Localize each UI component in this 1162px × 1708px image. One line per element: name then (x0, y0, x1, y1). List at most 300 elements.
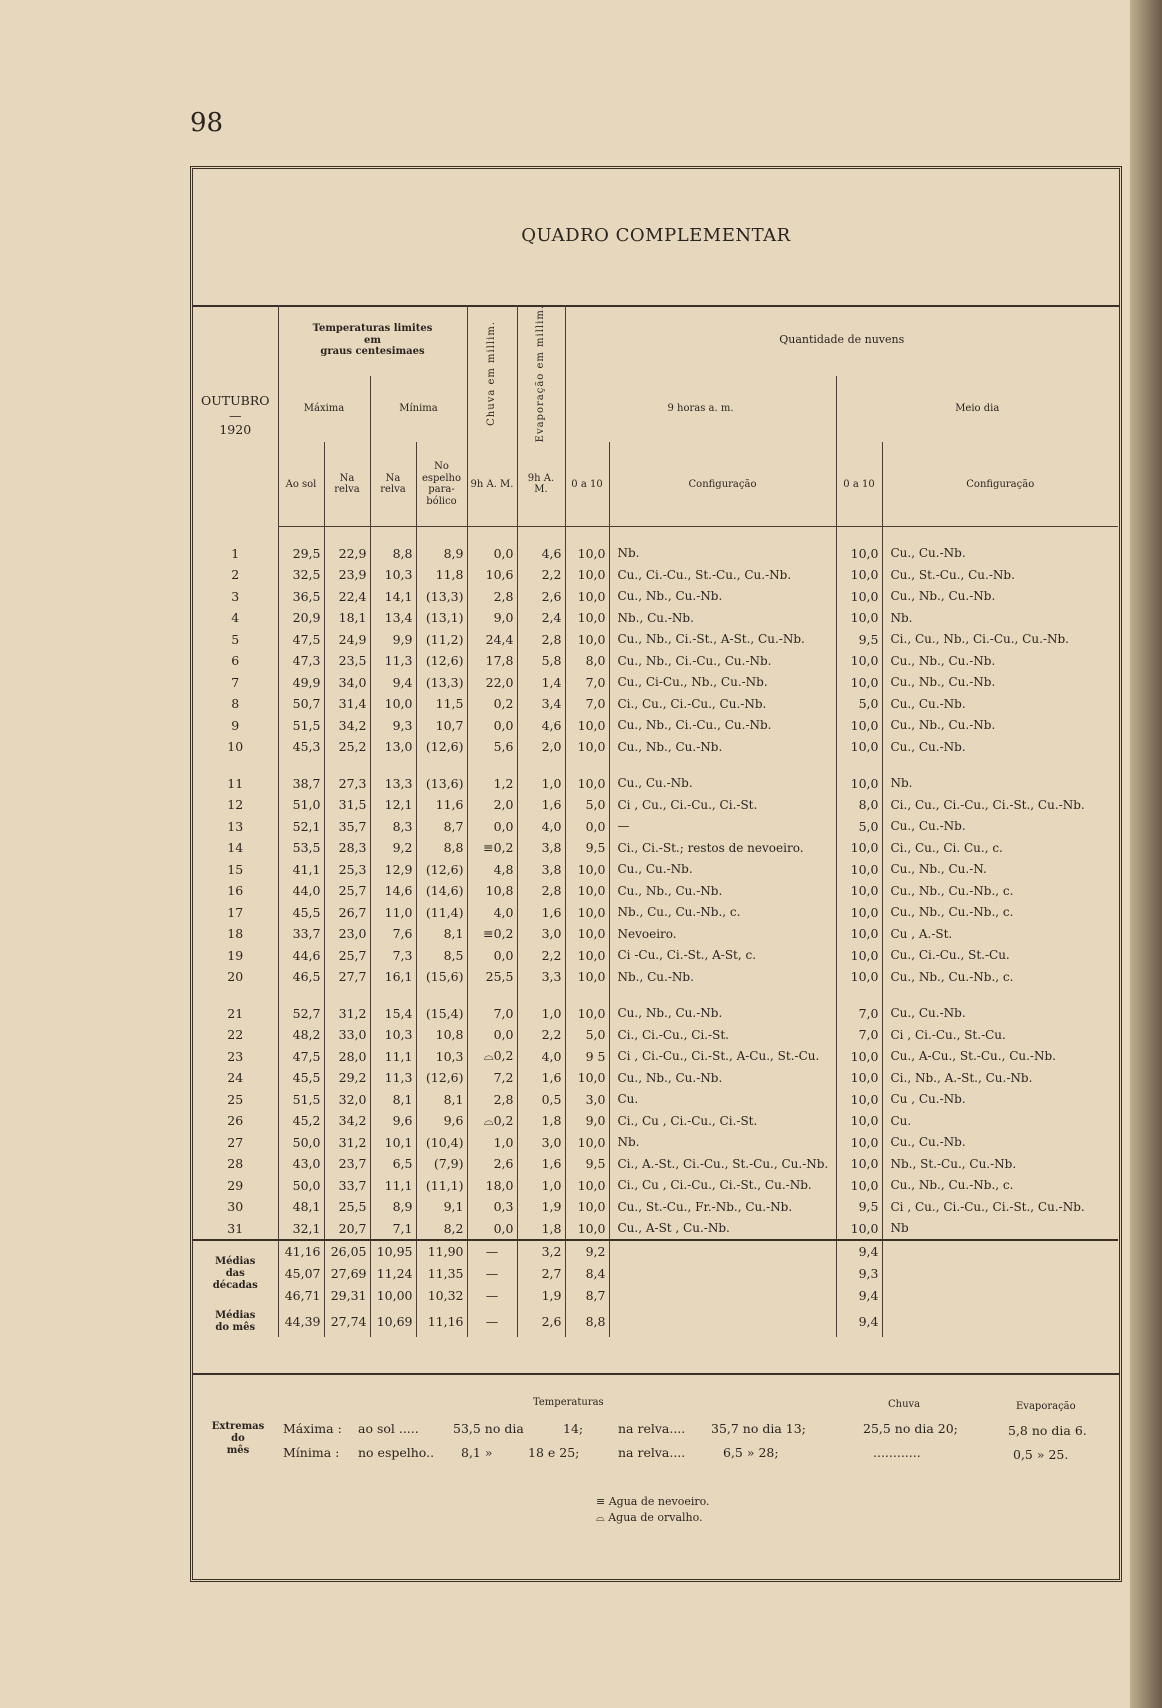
cell-min-relva: 12,9 (370, 858, 416, 880)
avg3-espelho: 10,32 (416, 1285, 467, 1307)
cell-min-relva: 10,3 (370, 564, 416, 586)
maxima-header: Máxima (278, 376, 370, 442)
cell-relva: 27,3 (324, 772, 370, 794)
cell-esp: (11,4) (416, 901, 467, 923)
cell-evap: 2,8 (517, 628, 565, 650)
cell-c12: Cu., Cu.-Nb. (890, 739, 966, 754)
cell-evap: 2,8 (517, 880, 565, 902)
cell-c12: Ci , Ci.-Cu., St.-Cu. (890, 1027, 1006, 1042)
cell-relva: 33,7 (324, 1174, 370, 1196)
cell-evap: 2,4 (517, 607, 565, 629)
cell-evap: 1,6 (517, 1153, 565, 1175)
cell-c9: Nevoeiro. (609, 923, 836, 945)
cell-sol: 48,1 (278, 1196, 324, 1218)
cell-n12: 10,0 (836, 1153, 882, 1175)
cell-c12: Cu., Nb., Cu.-Nb., c. (890, 905, 1014, 920)
cell-evap: 1,0 (517, 1174, 565, 1196)
na-relva-min-header: Na relva (370, 442, 416, 527)
cell-c12: Ci , Cu., Ci.-Cu., Ci.-St., Cu.-Nb. (890, 1199, 1085, 1214)
cell-chuva: 2,6 (467, 1153, 517, 1175)
cell-chuva: 5,6 (467, 736, 517, 758)
avg2-espelho: 11,35 (416, 1263, 467, 1285)
month-avg-n12: 9,4 (836, 1307, 882, 1337)
nevoeiro-symbol-icon: ≡ (596, 1495, 606, 1508)
climate-table (193, 305, 1118, 1337)
cell-c9: Cu., Nb., Cu.-Nb. (609, 1002, 836, 1024)
cell-relva: 25,3 (324, 858, 370, 880)
cell-chuva: 0,0 (467, 944, 517, 966)
cell-esp: (13,3) (416, 671, 467, 693)
cell-relva: 34,0 (324, 671, 370, 693)
daily-rows (193, 527, 1118, 1240)
cell-n12: 10,0 (836, 772, 882, 794)
cell-sol: 32,1 (278, 1217, 324, 1240)
cell-relva: 23,5 (324, 650, 370, 672)
cell-relva: 23,9 (324, 564, 370, 586)
cell-sol: 49,9 (278, 671, 324, 693)
cell-d: 2 (193, 564, 278, 586)
cell-c12: Nb. (890, 610, 913, 625)
cell-c9: — (609, 815, 836, 837)
cell-c9: Nb., Cu.-Nb. (609, 966, 836, 988)
cell-sol: 29,5 (278, 542, 324, 564)
cell-n9: 10,0 (565, 628, 609, 650)
cell-c12: Cu., Cu.-Nb. (890, 819, 966, 834)
cell-n12: 10,0 (836, 1088, 882, 1110)
cell-evap: 1,6 (517, 1067, 565, 1089)
cell-evap: 2,2 (517, 564, 565, 586)
cell-c12: Cu., Nb., Cu.-N. (890, 862, 987, 877)
cell-c9: Cu., Cu.-Nb. (609, 772, 836, 794)
cell-d: 18 (193, 923, 278, 945)
cell-evap: 3,0 (517, 923, 565, 945)
cell-d: 1 (193, 542, 278, 564)
cell-relva: 18,1 (324, 607, 370, 629)
cell-d: 15 (193, 858, 278, 880)
min-relva-value: 6,5 » 28; (723, 1445, 779, 1460)
cell-esp: 9,6 (416, 1110, 467, 1132)
month-avg-evap: 2,6 (517, 1307, 565, 1337)
table-row (193, 1088, 1118, 1110)
cell-n9: 10,0 (565, 607, 609, 629)
cell-n9: 10,0 (565, 1174, 609, 1196)
cell-relva: 25,2 (324, 736, 370, 758)
table-row (193, 1153, 1118, 1175)
cell-n9: 10,0 (565, 923, 609, 945)
cell-sol: 50,0 (278, 1174, 324, 1196)
cell-n9: 7,0 (565, 671, 609, 693)
cell-min-relva: 8,3 (370, 815, 416, 837)
cell-chuva: 7,0 (467, 1002, 517, 1024)
cell-c12: Ci., Cu., Ci.-Cu., Ci.-St., Cu.-Nb. (890, 797, 1085, 812)
cell-sol: 47,3 (278, 650, 324, 672)
cell-n9: 10,0 (565, 1217, 609, 1240)
cell-c9: Cu., Ci.-Cu., St.-Cu., Cu.-Nb. (609, 564, 836, 586)
cell-min-relva: 9,9 (370, 628, 416, 650)
chuva-heading: Chuva (888, 1399, 921, 1410)
cell-c9: Nb., Cu., Cu.-Nb., c. (609, 901, 836, 923)
cell-min-relva: 15,4 (370, 1002, 416, 1024)
chuva-time-header: 9h A. M. (467, 442, 517, 527)
cell-n9: 10,0 (565, 880, 609, 902)
cell-evap: 2,6 (517, 585, 565, 607)
cell-chuva: 0,0 (467, 815, 517, 837)
cell-c9: Cu., Nb., Ci.-Cu., Cu.-Nb. (609, 714, 836, 736)
cell-n12: 10,0 (836, 564, 882, 586)
cell-n9: 3,0 (565, 1088, 609, 1110)
avg1-n9: 9,2 (565, 1240, 609, 1263)
cell-sol: 32,5 (278, 564, 324, 586)
table-row (193, 564, 1118, 586)
cell-chuva: 0,0 (467, 542, 517, 564)
cell-d: 25 (193, 1088, 278, 1110)
cell-n12: 9,5 (836, 628, 882, 650)
cell-min-relva: 14,6 (370, 880, 416, 902)
cell-n12: 10,0 (836, 1131, 882, 1153)
cell-c12: Cu., Nb., Cu.-Nb., c. (890, 969, 1014, 984)
cell-n12: 10,0 (836, 736, 882, 758)
cell-esp: (13,1) (416, 607, 467, 629)
cell-d: 12 (193, 794, 278, 816)
spacer-row (193, 757, 1118, 772)
avg2-n12: 9,3 (836, 1263, 882, 1285)
cell-n9: 7,0 (565, 693, 609, 715)
cell-relva: 34,2 (324, 1110, 370, 1132)
cell-chuva: 22,0 (467, 671, 517, 693)
cell-d: 16 (193, 880, 278, 902)
cell-sol: 41,1 (278, 858, 324, 880)
cell-c9: Nb., Cu.-Nb. (609, 607, 836, 629)
cell-esp: 8,2 (416, 1217, 467, 1240)
table-frame (190, 166, 1122, 1582)
cell-relva: 22,9 (324, 542, 370, 564)
cell-relva: 23,0 (324, 923, 370, 945)
cell-esp: 10,7 (416, 714, 467, 736)
cell-c9: Ci , Ci.-Cu., Ci.-St., A-Cu., St.-Cu. (609, 1045, 836, 1067)
cell-sol: 51,5 (278, 1088, 324, 1110)
cell-evap: 2,0 (517, 736, 565, 758)
cell-d: 9 (193, 714, 278, 736)
table-row (193, 1131, 1118, 1153)
cell-sol: 45,5 (278, 901, 324, 923)
cell-c12: Ci., Nb., A.-St., Cu.-Nb. (890, 1070, 1033, 1085)
cell-relva: 28,3 (324, 837, 370, 859)
cell-d: 13 (193, 815, 278, 837)
cell-c12: Ci., Cu., Ci. Cu., c. (890, 840, 1003, 855)
avg2-min-relva: 11,24 (370, 1263, 416, 1285)
evap-time-header: 9h A. M. (517, 442, 565, 527)
avg3-sol: 46,71 (278, 1285, 324, 1307)
cell-n9: 10,0 (565, 736, 609, 758)
spacer-row (193, 987, 1118, 1002)
cell-sol: 51,5 (278, 714, 324, 736)
cell-min-relva: 10,1 (370, 1131, 416, 1153)
cell-evap: 2,2 (517, 1024, 565, 1046)
cell-chuva: 18,0 (467, 1174, 517, 1196)
max-evap-value: 5,8 no dia 6. (1008, 1423, 1087, 1438)
table-row (193, 1174, 1118, 1196)
cell-c12: Cu., Cu.-Nb. (890, 546, 966, 561)
table-row (193, 1196, 1118, 1218)
month-avg-espelho: 11,16 (416, 1307, 467, 1337)
table-row (193, 901, 1118, 923)
cell-chuva: 2,8 (467, 585, 517, 607)
cell-sol: 52,7 (278, 1002, 324, 1024)
cell-c9: Ci., Ci.-Cu., Ci.-St. (609, 1024, 836, 1046)
cell-d: 30 (193, 1196, 278, 1218)
avg2-sol: 45,07 (278, 1263, 324, 1285)
cell-evap: 4,6 (517, 542, 565, 564)
cell-c9: Cu., Nb., Cu.-Nb. (609, 880, 836, 902)
month-header: OUTUBRO — 1920 (193, 305, 278, 527)
cell-evap: 3,4 (517, 693, 565, 715)
cell-evap: 1,8 (517, 1110, 565, 1132)
cell-d: 17 (193, 901, 278, 923)
cell-sol: 44,0 (278, 880, 324, 902)
cell-relva: 22,4 (324, 585, 370, 607)
cell-evap: 4,0 (517, 815, 565, 837)
cell-n12: 7,0 (836, 1002, 882, 1024)
max-sol-label: ao sol ..... (358, 1421, 419, 1436)
cell-chuva: 0,3 (467, 1196, 517, 1218)
cell-esp: (10,4) (416, 1131, 467, 1153)
cell-chuva: 10,6 (467, 564, 517, 586)
minima-header: Mínima (370, 376, 467, 442)
cell-relva: 23,7 (324, 1153, 370, 1175)
cell-relva: 27,7 (324, 966, 370, 988)
cell-min-relva: 16,1 (370, 966, 416, 988)
cell-esp: 11,6 (416, 794, 467, 816)
na-relva-max-header: Na relva (324, 442, 370, 527)
cell-esp: 11,5 (416, 693, 467, 715)
cell-c9: Ci -Cu., Ci.-St., A-St, c. (609, 944, 836, 966)
cell-evap: 0,5 (517, 1088, 565, 1110)
cell-chuva: 10,8 (467, 880, 517, 902)
cell-sol: 47,5 (278, 1045, 324, 1067)
cell-c12: Cu., Nb., Cu.-Nb. (890, 675, 996, 690)
cell-c9: Ci., Cu., Ci.-Cu., Cu.-Nb. (609, 693, 836, 715)
cell-relva: 25,7 (324, 880, 370, 902)
cell-chuva: 4,8 (467, 858, 517, 880)
table-row (193, 815, 1118, 837)
cell-n12: 9,5 (836, 1196, 882, 1218)
table-row (193, 736, 1118, 758)
cell-relva: 25,5 (324, 1196, 370, 1218)
cell-n12: 10,0 (836, 1045, 882, 1067)
title-row (193, 169, 1119, 307)
cell-n9: 10,0 (565, 1196, 609, 1218)
cell-min-relva: 13,4 (370, 607, 416, 629)
cell-evap: 1,9 (517, 1196, 565, 1218)
nove-horas-header: 9 horas a. m. (565, 376, 836, 442)
legend-nevoeiro: ≡ Agua de nevoeiro. (596, 1495, 710, 1508)
page-title: QUADRO COMPLEMENTAR (521, 225, 791, 246)
cell-sol: 46,5 (278, 966, 324, 988)
cell-evap: 4,6 (517, 714, 565, 736)
cell-min-relva: 7,3 (370, 944, 416, 966)
cell-c12: Cu., Cu.-Nb. (890, 1006, 966, 1021)
table-row (193, 944, 1118, 966)
cell-d: 3 (193, 585, 278, 607)
cell-relva: 20,7 (324, 1217, 370, 1240)
cell-c9: Cu., Nb., Cu.-Nb. (609, 1067, 836, 1089)
cell-d: 10 (193, 736, 278, 758)
table-row (193, 1024, 1118, 1046)
ao-sol-header: Ao sol (278, 442, 324, 527)
cell-n12: 10,0 (836, 671, 882, 693)
avg3-n12: 9,4 (836, 1285, 882, 1307)
table-row (193, 966, 1118, 988)
cell-n12: 10,0 (836, 585, 882, 607)
cell-esp: (12,6) (416, 736, 467, 758)
avg3-evap: 1,9 (517, 1285, 565, 1307)
cell-d: 28 (193, 1153, 278, 1175)
month-avg-chuva: — (467, 1307, 517, 1337)
min-espelho-value: 8,1 » (461, 1445, 493, 1460)
cell-n9: 10,0 (565, 901, 609, 923)
cell-esp: (15,4) (416, 1002, 467, 1024)
chuva-header: Chuva em millim. (467, 305, 517, 442)
cell-esp: 8,1 (416, 1088, 467, 1110)
cell-c9: Cu., Ci-Cu., Nb., Cu.-Nb. (609, 671, 836, 693)
cell-chuva: 2,0 (467, 794, 517, 816)
table-row (193, 858, 1118, 880)
cell-c9: Ci., A.-St., Ci.-Cu., St.-Cu., Cu.-Nb. (609, 1153, 836, 1175)
cell-esp: (13,6) (416, 772, 467, 794)
cell-c9: Ci , Cu., Ci.-Cu., Ci.-St. (609, 794, 836, 816)
table-row (193, 671, 1118, 693)
cell-sol: 20,9 (278, 607, 324, 629)
table-row (193, 794, 1118, 816)
cell-evap: 3,8 (517, 858, 565, 880)
cell-d: 5 (193, 628, 278, 650)
cell-n12: 10,0 (836, 837, 882, 859)
cell-evap: 2,2 (517, 944, 565, 966)
cell-min-relva: 13,3 (370, 772, 416, 794)
evaporacao-header: Evaporação em millim. (517, 305, 565, 442)
avg3-chuva: — (467, 1285, 517, 1307)
cell-chuva: 2,8 (467, 1088, 517, 1110)
cell-d: 24 (193, 1067, 278, 1089)
cell-c9: Ci., Cu , Ci.-Cu., Ci.-St., Cu.-Nb. (609, 1174, 836, 1196)
cell-c9: Ci., Ci.-St.; restos de nevoeiro. (609, 837, 836, 859)
cell-min-relva: 10,0 (370, 693, 416, 715)
cell-esp: 8,5 (416, 944, 467, 966)
cell-chuva: ⌓0,2 (467, 1110, 517, 1132)
cell-d: 31 (193, 1217, 278, 1240)
cell-evap: 1,6 (517, 901, 565, 923)
table-row (193, 880, 1118, 902)
cell-esp: (15,6) (416, 966, 467, 988)
cell-evap: 3,3 (517, 966, 565, 988)
cell-min-relva: 9,3 (370, 714, 416, 736)
temperaturas-heading: Temperaturas (533, 1397, 604, 1408)
cell-esp: 8,7 (416, 815, 467, 837)
cell-sol: 50,0 (278, 1131, 324, 1153)
cell-c9: Nb. (609, 1131, 836, 1153)
cell-sol: 43,0 (278, 1153, 324, 1175)
cell-sol: 45,2 (278, 1110, 324, 1132)
cell-c9: Cu., Nb., Ci.-St., A-St., Cu.-Nb. (609, 628, 836, 650)
table-row (193, 837, 1118, 859)
cell-chuva: 0,0 (467, 1024, 517, 1046)
max-relva-value: 35,7 no dia 13; (711, 1421, 806, 1436)
cell-c9: Nb. (609, 542, 836, 564)
max-label: Máxima : (283, 1421, 342, 1436)
cell-chuva: ⌓0,2 (467, 1045, 517, 1067)
table-row (193, 542, 1118, 564)
temperature-group-header: Temperaturas limites em graus centesimaes (278, 305, 467, 376)
cell-n9: 9 5 (565, 1045, 609, 1067)
cell-evap: 1,4 (517, 671, 565, 693)
cell-esp: (11,1) (416, 1174, 467, 1196)
table-row (193, 772, 1118, 794)
cell-min-relva: 11,1 (370, 1174, 416, 1196)
cell-n12: 10,0 (836, 607, 882, 629)
cell-c9: Cu., Cu.-Nb. (609, 858, 836, 880)
cell-sol: 45,3 (278, 736, 324, 758)
month-avg-min-relva: 10,69 (370, 1307, 416, 1337)
cell-esp: 8,1 (416, 923, 467, 945)
cell-c9: Cu. (609, 1088, 836, 1110)
cell-n9: 10,0 (565, 944, 609, 966)
cell-c12: Cu., Cu.-Nb. (890, 1135, 966, 1150)
max-relva-label: na relva.... (618, 1421, 686, 1436)
cell-min-relva: 10,3 (370, 1024, 416, 1046)
nuvens-header: Quantidade de nuvens (779, 333, 905, 347)
cell-chuva: 7,2 (467, 1067, 517, 1089)
cell-n12: 10,0 (836, 923, 882, 945)
avg1-espelho: 11,90 (416, 1240, 467, 1263)
cell-c12: Cu. (890, 1113, 912, 1128)
spacer-row (193, 527, 1118, 543)
cell-n9: 10,0 (565, 966, 609, 988)
table-row (193, 628, 1118, 650)
cell-d: 23 (193, 1045, 278, 1067)
cell-c9: Cu., A-St , Cu.-Nb. (609, 1217, 836, 1240)
table-row (193, 1002, 1118, 1024)
meio-dia-header: Meio dia (955, 403, 1000, 415)
cell-evap: 1,0 (517, 1002, 565, 1024)
cell-n12: 10,0 (836, 650, 882, 672)
max-sol-day: 14; (563, 1421, 584, 1436)
cell-n12: 10,0 (836, 1174, 882, 1196)
cell-relva: 25,7 (324, 944, 370, 966)
cell-n12: 8,0 (836, 794, 882, 816)
cell-n12: 7,0 (836, 1024, 882, 1046)
cell-esp: 8,9 (416, 542, 467, 564)
averages-body (193, 1240, 1118, 1337)
evaporacao-heading: Evaporação (1016, 1401, 1076, 1412)
cell-n12: 10,0 (836, 901, 882, 923)
cell-relva: 29,2 (324, 1067, 370, 1089)
cell-n9: 9,5 (565, 837, 609, 859)
cell-n12: 10,0 (836, 1110, 882, 1132)
cell-sol: 44,6 (278, 944, 324, 966)
cell-d: 6 (193, 650, 278, 672)
cell-chuva: 0,2 (467, 693, 517, 715)
cell-c12: Cu., Nb., Cu.-Nb. (890, 718, 996, 733)
scale-noon-header: 0 a 10 (836, 442, 882, 527)
min-label: Mínima : (283, 1445, 340, 1460)
cell-n9: 10,0 (565, 1002, 609, 1024)
cell-c9: Cu., Nb., Cu.-Nb. (609, 585, 836, 607)
avg1-evap: 3,2 (517, 1240, 565, 1263)
avg2-chuva: — (467, 1263, 517, 1285)
max-sol-value: 53,5 no dia (453, 1421, 524, 1436)
cell-sol: 38,7 (278, 772, 324, 794)
cell-relva: 35,7 (324, 815, 370, 837)
